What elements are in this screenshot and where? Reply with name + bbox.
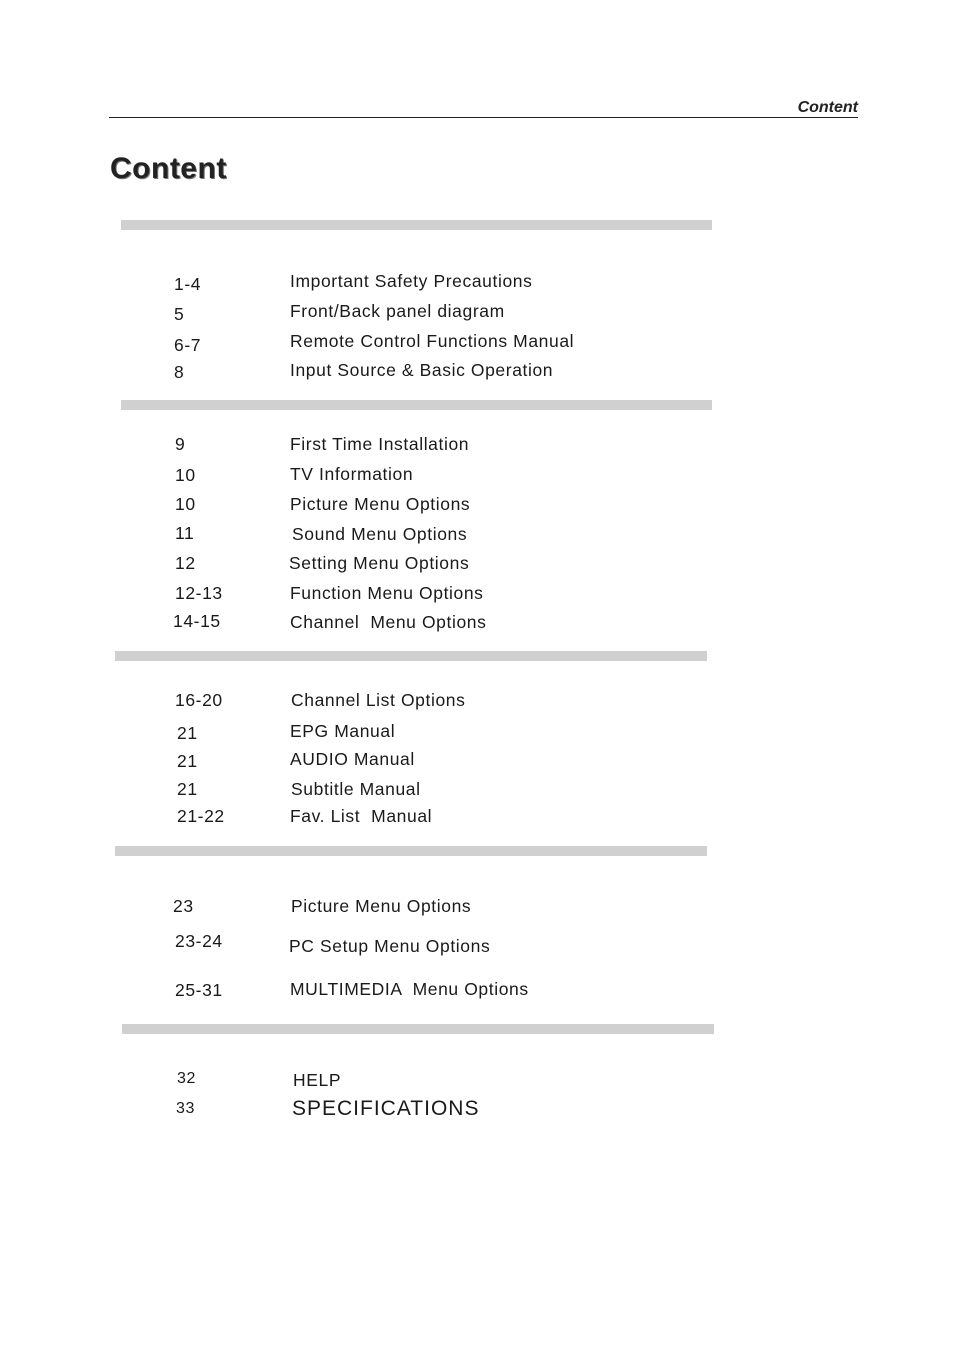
toc-page-number: 16-20 (175, 690, 223, 710)
toc-entry-title: Picture Menu Options (291, 896, 472, 916)
toc-entry[interactable] (0, 433, 954, 457)
toc-page-number: 32 (177, 1070, 196, 1087)
toc-page-number: 21 (177, 751, 198, 771)
toc-entry-title: MULTIMEDIA Menu Options (290, 979, 529, 999)
toc-entry[interactable] (0, 805, 954, 829)
toc-entry[interactable] (0, 930, 954, 954)
toc-page-number: 21 (177, 723, 198, 743)
toc-entry[interactable] (0, 552, 954, 576)
toc-entry-title: Remote Control Functions Manual (290, 331, 575, 351)
toc-entry[interactable] (0, 330, 954, 354)
toc-page-number: 5 (174, 304, 185, 324)
toc-entry-title: Function Menu Options (290, 583, 484, 603)
toc-entry-title: Channel List Options (291, 690, 466, 710)
toc-entry-title: Picture Menu Options (290, 494, 471, 514)
section-divider (115, 651, 707, 661)
toc-page-number: 1-4 (174, 274, 202, 294)
toc-page-number: 14-15 (173, 611, 221, 631)
toc-entry-title: PC Setup Menu Options (289, 936, 491, 956)
toc-entry[interactable] (0, 1068, 954, 1092)
section-divider (115, 846, 707, 856)
toc-entry[interactable] (0, 493, 954, 517)
section-divider (121, 220, 712, 230)
toc-page-number: 33 (176, 1100, 195, 1117)
toc-entry[interactable] (0, 463, 954, 487)
toc-page-number: 12 (175, 553, 196, 573)
toc-page-number: 6-7 (174, 335, 202, 355)
toc-page-number: 8 (174, 362, 185, 382)
toc-entry[interactable] (0, 1097, 954, 1121)
toc-entry[interactable] (0, 978, 954, 1002)
header-running-title: Content (797, 99, 858, 116)
toc-entry-title: Important Safety Precautions (290, 271, 533, 291)
section-divider (121, 400, 712, 410)
toc-entry[interactable] (0, 300, 954, 324)
toc-entry[interactable] (0, 610, 954, 634)
toc-page-number: 10 (175, 494, 196, 514)
toc-page-number: 23-24 (175, 931, 223, 951)
toc-entry-title: First Time Installation (290, 434, 470, 454)
toc-entry-title: Fav. List Manual (290, 806, 433, 826)
toc-entry[interactable] (0, 522, 954, 546)
toc-entry-title: Channel Menu Options (290, 612, 487, 632)
toc-page-number: 23 (173, 896, 194, 916)
toc-page-number: 25-31 (175, 980, 223, 1000)
toc-entry-title: Subtitle Manual (291, 779, 421, 799)
toc-page-number: 10 (175, 465, 196, 485)
toc-entry-title: AUDIO Manual (290, 749, 415, 769)
toc-page-number: 21 (177, 779, 198, 799)
page-title: Content (110, 152, 227, 185)
toc-entry-title: HELP (293, 1070, 342, 1090)
toc-entry-title: TV Information (290, 464, 414, 484)
toc-entry[interactable] (0, 895, 954, 919)
header-rule (109, 117, 858, 118)
toc-page-number: 9 (175, 434, 186, 454)
toc-entry[interactable] (0, 270, 954, 294)
toc-entry[interactable] (0, 778, 954, 802)
toc-entry[interactable] (0, 748, 954, 772)
toc-entry[interactable] (0, 720, 954, 744)
toc-entry[interactable] (0, 582, 954, 606)
toc-entry[interactable] (0, 689, 954, 713)
toc-entry-title: Setting Menu Options (289, 553, 470, 573)
toc-entry[interactable] (0, 359, 954, 383)
toc-entry-title: EPG Manual (290, 721, 396, 741)
toc-entry-title: SPECIFICATIONS (292, 1097, 480, 1120)
toc-entry-title: Input Source & Basic Operation (290, 360, 554, 380)
toc-page-number: 21-22 (177, 806, 225, 826)
toc-page-number: 11 (175, 523, 195, 543)
toc-entry-title: Sound Menu Options (292, 524, 468, 544)
toc-page-number: 12-13 (175, 583, 223, 603)
section-divider (122, 1024, 714, 1034)
toc-entry-title: Front/Back panel diagram (290, 301, 505, 321)
